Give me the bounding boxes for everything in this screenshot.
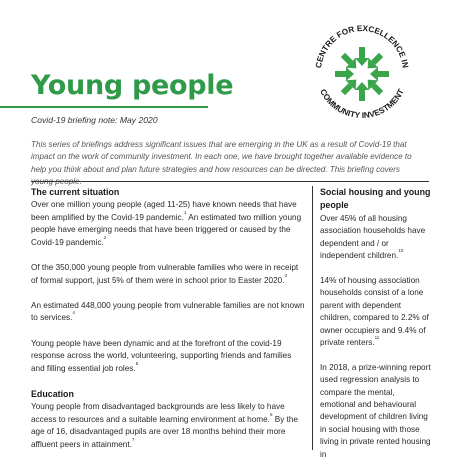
paragraph-dynamic-response: Young people have been dynamic and at the forefront of the covid-19 response across the world, volunteering, supporting friends and families and filling essential job roles.$^5$ [31,338,292,373]
title-underline [0,106,208,108]
sidebar-paragraph-report: In 2018, a prize-winning report used regression analysis to compare the mental, emotional and behavioural development of children living in social housing with those living in private rented housing in [320,362,431,459]
arrows-converging-icon [335,47,389,101]
intro-paragraph: This series of briefings address significant issues that are emerging in the UK as a result of Covid-19 that impact on the work of community investment. In each one, we have brought together available evidence to help you think about and plan future strategies and how resources can be directed. This briefing covers [31,140,412,174]
logo-text-top: CENTRE FOR EXCELLENCE IN [314,23,410,69]
sidebar-column [320,186,432,473]
ceci-logo [308,18,416,126]
paragraph-known-needs: Over one million young people (aged 11-25) have known needs that have been amplified by the Covid-19 pandemic.$^1$ An estimated two million young people have emerging needs that have been triggered or caused by the Covid-19 pandemic.$^2$ [31,200,302,247]
sidebar-heading: Social housing and young people [320,187,431,210]
briefing-subtitle: Covid-19 briefing note: May 2020 [31,115,158,125]
logo-text-bottom: COMMUNITY INVESTMENT [318,87,406,121]
section-heading-current-situation: The current situation [31,187,120,197]
sidebar-paragraph-lone-parent: 14% of housing association households consist of a lone parent with dependent children, compared to 2.2% of owner occupiers and 9.4% of private renters.$^{11}$ [320,276,429,348]
sidebar-divider [312,186,313,450]
paragraph-education: Young people from disadvantaged backgrounds are less likely to have access to resources and a suitable learning environment at home.$^6$ By the age of 16, disadvantaged pupils are over 18 months behind their more affluent peers in attainment.$^7$ [31,401,298,449]
page-title: Young people [31,70,234,101]
section-heading-education: Education [31,388,74,399]
paragraph-not-known: An estimated 448,000 young people from vulnerable families are not known to services.$^4$ [31,300,305,323]
paragraph-vulnerable-families: Of the 350,000 young people from vulnerable families who were in receipt of formal support, just 5% of them were in school prior to Easter 2020.$^3$ [31,262,299,285]
sidebar-paragraph-households: Over 45% of all housing association households have dependent and / or independent children.$^{10}$ [320,214,426,261]
section-divider [31,181,429,182]
main-column [31,186,307,464]
